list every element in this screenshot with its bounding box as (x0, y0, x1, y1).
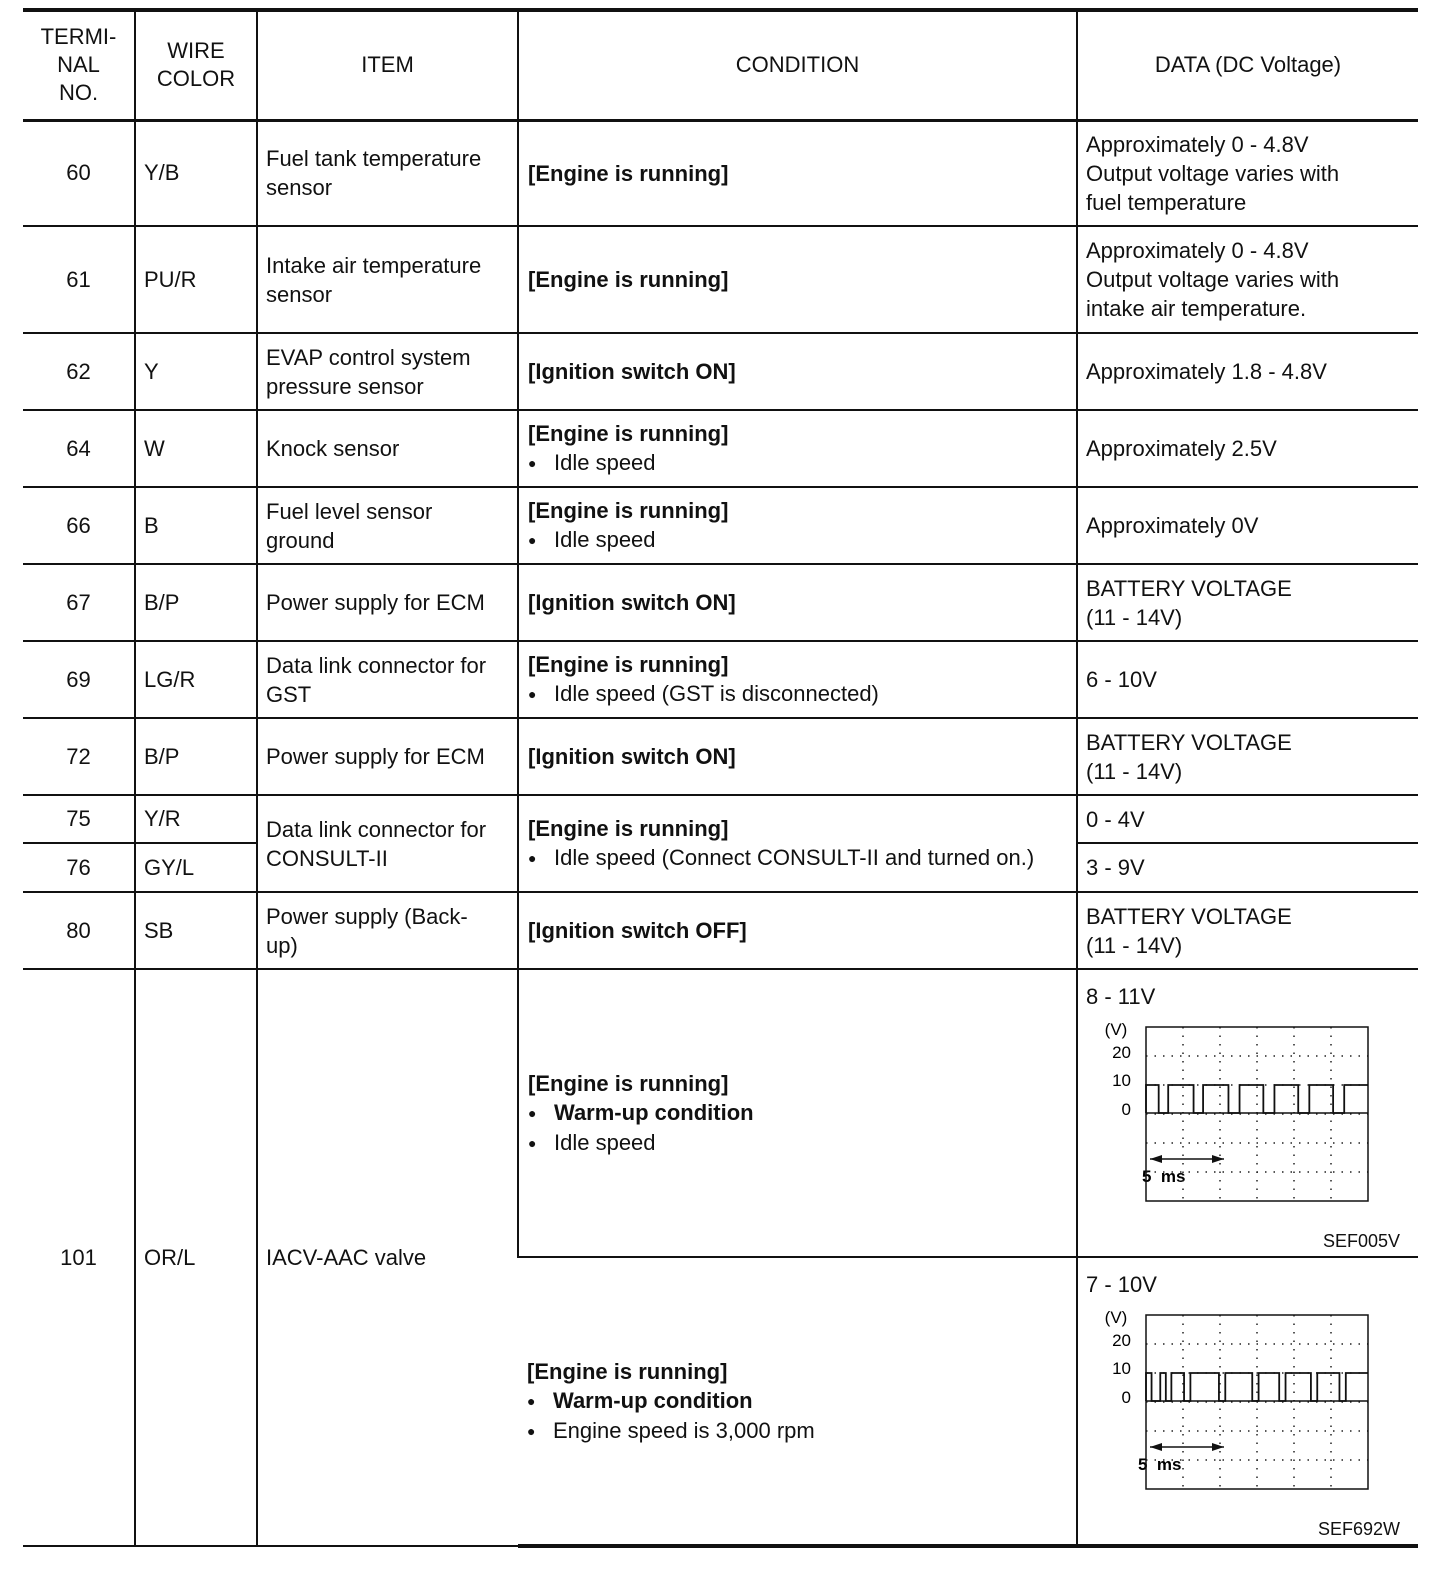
wire-color-cell: B/P (135, 718, 257, 795)
condition-cell (518, 641, 1077, 718)
condition-bullet: ● Warm-up condition (527, 1386, 1076, 1416)
condition-cell (518, 487, 1077, 564)
table-row (23, 892, 1418, 969)
wire-color-cell: B/P (135, 564, 257, 641)
arrow-right (1212, 1443, 1224, 1451)
data-cell: BATTERY VOLTAGE (11 - 14V) (1077, 564, 1418, 641)
arrow-left (1150, 1443, 1162, 1451)
wire-color-cell: W (135, 410, 257, 487)
data-cell: Approximately 2.5V (1077, 410, 1418, 487)
header-wire-color: WIRE COLOR (135, 10, 257, 120)
table-row (23, 410, 1418, 487)
data-value: 7 - 10V (1086, 1272, 1157, 1297)
waveform-graph (1086, 1307, 1386, 1517)
condition-cell (518, 1257, 1077, 1546)
y-unit-label: (V) (1104, 1020, 1128, 1039)
y-tick-label: 10 (1112, 1359, 1131, 1378)
terminal-cell: 62 (23, 333, 135, 410)
data-cell (1077, 969, 1418, 1257)
table-row (23, 226, 1418, 333)
table-row (23, 333, 1418, 410)
data-cell: BATTERY VOLTAGE (11 - 14V) (1077, 718, 1418, 795)
data-cell: Approximately 0V (1077, 487, 1418, 564)
item-cell: Fuel tank temperature sensor (257, 120, 518, 226)
y-unit-label: (V) (1104, 1308, 1128, 1327)
data-cell (1077, 1257, 1418, 1546)
table-row (23, 718, 1418, 795)
header-item: ITEM (257, 10, 518, 120)
table-header-row (23, 10, 1418, 120)
condition-heading: [Engine is running] (527, 1358, 728, 1384)
terminal-cell: 67 (23, 564, 135, 641)
wire-color-cell: Y/B (135, 120, 257, 226)
condition-bullet: ● Idle speed (Connect CONSULT-II and turned on.) (528, 843, 1076, 873)
wire-color-cell: LG/R (135, 641, 257, 718)
data-cell: 6 - 10V (1077, 641, 1418, 718)
wire-color-cell: OR/L (135, 969, 257, 1546)
condition-heading: [Ignition switch ON] (528, 744, 736, 769)
wire-color-cell: Y (135, 333, 257, 410)
time-scale-label: 5 ms (1138, 1455, 1182, 1474)
condition-cell (518, 892, 1077, 969)
item-cell: Data link connector for CONSULT-II (257, 795, 518, 892)
condition-heading: [Engine is running] (528, 267, 729, 292)
item-cell: Fuel level sensor ground (257, 487, 518, 564)
terminal-cell: 75 (23, 795, 135, 843)
table-row (23, 487, 1418, 564)
table-row (23, 564, 1418, 641)
terminal-cell: 72 (23, 718, 135, 795)
terminal-cell: 61 (23, 226, 135, 333)
condition-bullet: ● Idle speed (528, 448, 1076, 478)
terminal-cell: 64 (23, 410, 135, 487)
figure-id: SEF005V (1322, 1231, 1400, 1251)
condition-heading: [Ignition switch ON] (528, 359, 736, 384)
condition-heading: [Ignition switch ON] (528, 590, 736, 615)
table-row (23, 120, 1418, 226)
condition-cell (518, 969, 1077, 1257)
condition-heading: [Engine is running] (528, 498, 729, 523)
item-cell: Data link connector for GST (257, 641, 518, 718)
waveform-figure (1086, 1299, 1406, 1544)
wire-color-cell: GY/L (135, 843, 257, 892)
figure-id: SEF692W (1317, 1519, 1400, 1539)
arrow-right (1212, 1155, 1224, 1163)
y-tick-label: 0 (1121, 1388, 1131, 1407)
wire-color-cell: SB (135, 892, 257, 969)
condition-bullet: ● Warm-up condition (528, 1098, 1076, 1128)
waveform-graph (1086, 1019, 1386, 1229)
condition-cell (518, 333, 1077, 410)
terminal-cell: 101 (23, 969, 135, 1546)
waveform-trace (1146, 1085, 1368, 1113)
y-tick-label: 20 (1112, 1043, 1131, 1062)
condition-bullet: ● Engine speed is 3,000 rpm (527, 1416, 1076, 1446)
header-terminal: TERMI- NAL NO. (23, 10, 135, 120)
table-row (23, 795, 1418, 843)
item-cell: IACV-AAC valve (257, 969, 518, 1546)
wire-color-cell: B (135, 487, 257, 564)
condition-bullet: ● Idle speed (528, 1128, 1076, 1158)
condition-heading: [Engine is running] (528, 1070, 729, 1096)
wire-color-cell: Y/R (135, 795, 257, 843)
condition-heading: [Engine is running] (528, 816, 729, 841)
item-cell: Power supply for ECM (257, 718, 518, 795)
header-condition: CONDITION (518, 10, 1077, 120)
y-tick-label: 10 (1112, 1071, 1131, 1090)
condition-cell (518, 410, 1077, 487)
condition-heading: [Engine is running] (528, 652, 729, 677)
item-cell: Intake air temperature sensor (257, 226, 518, 333)
condition-heading: [Engine is running] (528, 160, 729, 186)
data-cell: 0 - 4V (1077, 795, 1418, 843)
table-row (23, 969, 1418, 1257)
condition-cell (518, 120, 1077, 226)
condition-heading: [Engine is running] (528, 421, 729, 446)
y-tick-label: 0 (1121, 1100, 1131, 1119)
terminal-data-table (23, 8, 1418, 1548)
item-cell: EVAP control system pressure sensor (257, 333, 518, 410)
arrow-left (1150, 1155, 1162, 1163)
item-cell: Power supply for ECM (257, 564, 518, 641)
terminal-cell: 69 (23, 641, 135, 718)
waveform-figure (1086, 1011, 1406, 1256)
table-row (23, 641, 1418, 718)
condition-heading: [Ignition switch OFF] (528, 918, 747, 943)
time-scale-label: 5 ms (1142, 1167, 1186, 1186)
data-value: 8 - 11V (1086, 984, 1156, 1009)
y-tick-label: 20 (1112, 1331, 1131, 1350)
data-cell: Approximately 0 - 4.8V Output voltage varies with fuel temperature (1077, 120, 1418, 226)
item-cell: Knock sensor (257, 410, 518, 487)
condition-bullet: ● Idle speed (GST is disconnected) (528, 679, 1076, 709)
terminal-cell: 80 (23, 892, 135, 969)
terminal-cell: 66 (23, 487, 135, 564)
terminal-cell: 60 (23, 120, 135, 226)
data-cell: 3 - 9V (1077, 843, 1418, 892)
item-cell: Power supply (Back- up) (257, 892, 518, 969)
header-data: DATA (DC Voltage) (1077, 10, 1418, 120)
condition-cell (518, 718, 1077, 795)
data-cell: BATTERY VOLTAGE (11 - 14V) (1077, 892, 1418, 969)
condition-cell (518, 564, 1077, 641)
terminal-cell: 76 (23, 843, 135, 892)
condition-cell (518, 795, 1077, 892)
waveform-trace (1146, 1373, 1368, 1401)
data-cell: Approximately 0 - 4.8V Output voltage varies with intake air temperature. (1077, 226, 1418, 333)
data-cell: Approximately 1.8 - 4.8V (1077, 333, 1418, 410)
condition-bullet: ● Idle speed (528, 525, 1076, 555)
condition-cell (518, 226, 1077, 333)
wire-color-cell: PU/R (135, 226, 257, 333)
